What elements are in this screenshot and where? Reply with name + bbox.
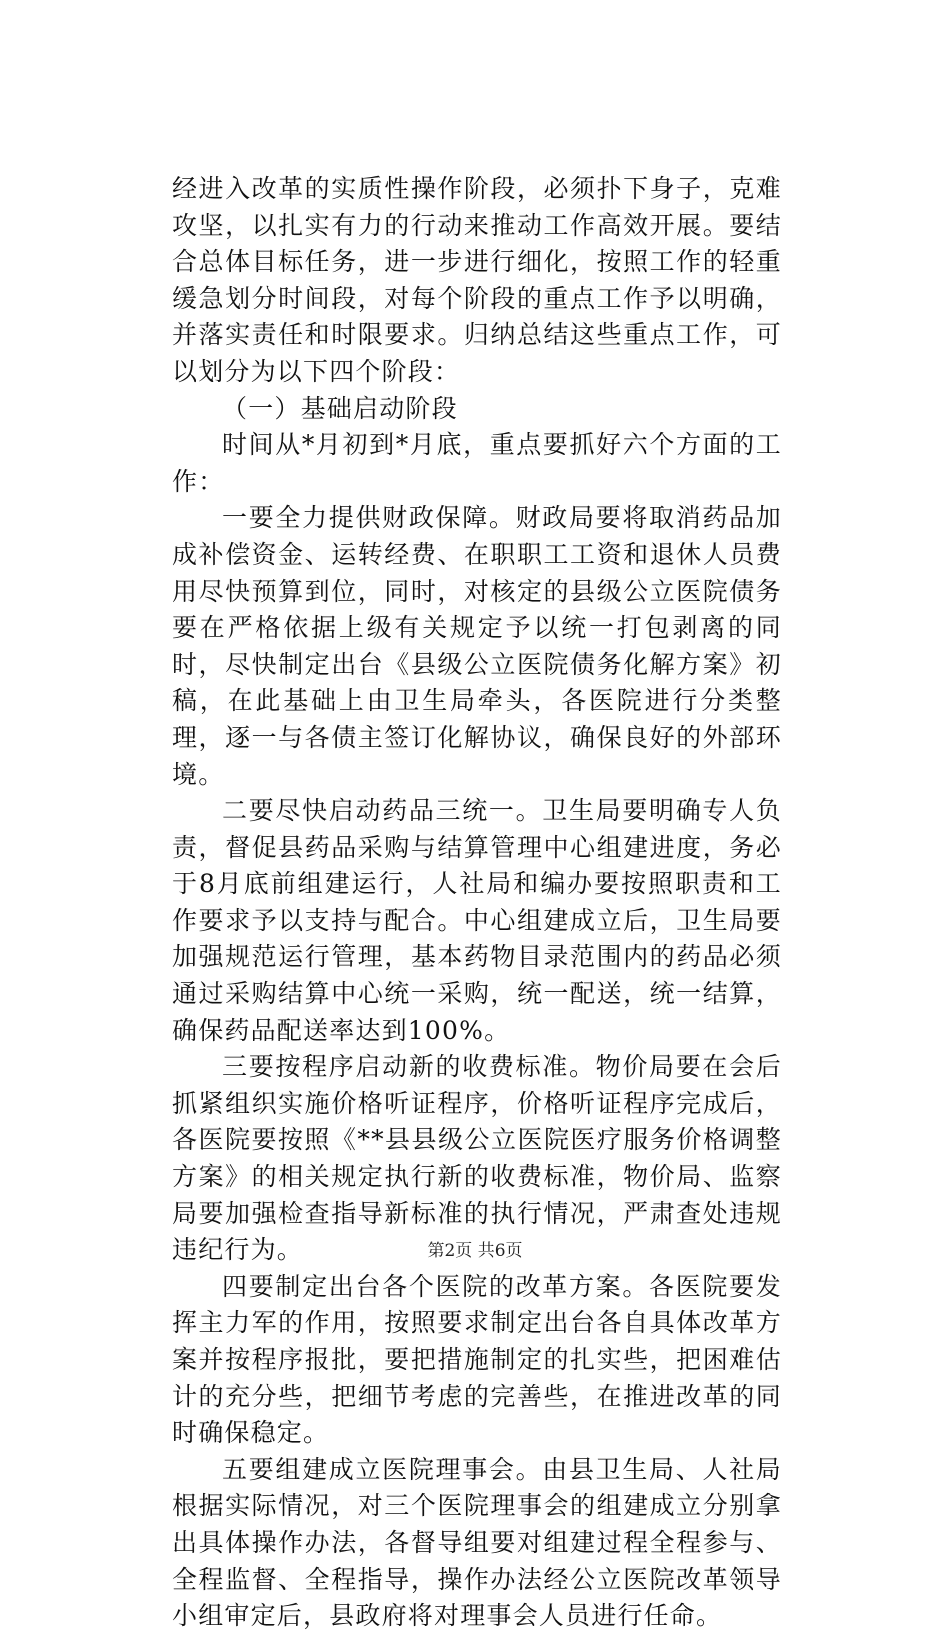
paragraph-item-5: 五要组建成立医院理事会。由县卫生局、人社局根据实际情况，对三个医院理事会的组建成立分别拿出具体操作办法，各督导组要对组建过程全程参与、全程监督、全程指导，操作办法经公立医院改革领导小组审定后，县政府将对理事会人员进行任命。 xyxy=(172,1454,782,1631)
page-footer: 第2页 共6页 xyxy=(427,1241,523,1261)
paragraph-timeframe: 时间从*月初到*月底，重点要抓好六个方面的工作： xyxy=(172,430,782,496)
section-heading: （一）基础启动阶段 xyxy=(222,393,458,423)
paragraph-item-1: 一要全力提供财政保障。财政局要将取消药品加成补偿资金、运转经费、在职职工工资和退休人员费用尽快预算到位，同时，对核定的县级公立医院债务要在严格依据上级有关规定予以统一打包剥离的同时，尽快制定出台《县级公立医院债务化解方案》初稿，在此基础上由卫生局牵头，各医院进行分类整理，逐一与各债主签订化解协议，确保良好的外部环境。 xyxy=(172,503,782,789)
paragraph-item-2: 二要尽快启动药品三统一。卫生局要明确专人负责，督促县药品采购与结算管理中心组建进度，务必于8月底前组建运行，人社局和编办要按照职责和工作要求予以支持与配合。中心组建成立后，卫生局要加强规范运行管理，基本药物目录范围内的药品必须通过采购结算中心统一采购，统一配送，统一结算，确保药品配送率达到100%。 xyxy=(172,796,782,1045)
document-body xyxy=(172,171,782,1635)
paragraph-item-3: 三要按程序启动新的收费标准。物价局要在会后抓紧组织实施价格听证程序，价格听证程序完成后，各医院要按照《**县县级公立医院医疗服务价格调整方案》的相关规定执行新的收费标准，物价局、监察局要加强检查指导新标准的执行情况，严肃查处违规违纪行为。 xyxy=(172,1052,782,1265)
paragraph-continuation: 经进入改革的实质性操作阶段，必须扑下身子，克难攻坚，以扎实有力的行动来推动工作高效开展。要结合总体目标任务，进一步进行细化，按照工作的轻重缓急划分时间段，对每个阶段的重点工作予以明确，并落实责任和时限要求。归纳总结这些重点工作，可以划分为以下四个阶段： xyxy=(172,174,782,386)
paragraph-item-4: 四要制定出台各个医院的改革方案。各医院要发挥主力军的作用，按照要求制定出台各自具体改革方案并按程序报批，要把措施制定的扎实些，把困难估计的充分些，把细节考虑的完善些，在推进改革的同时确保稳定。 xyxy=(172,1271,782,1448)
